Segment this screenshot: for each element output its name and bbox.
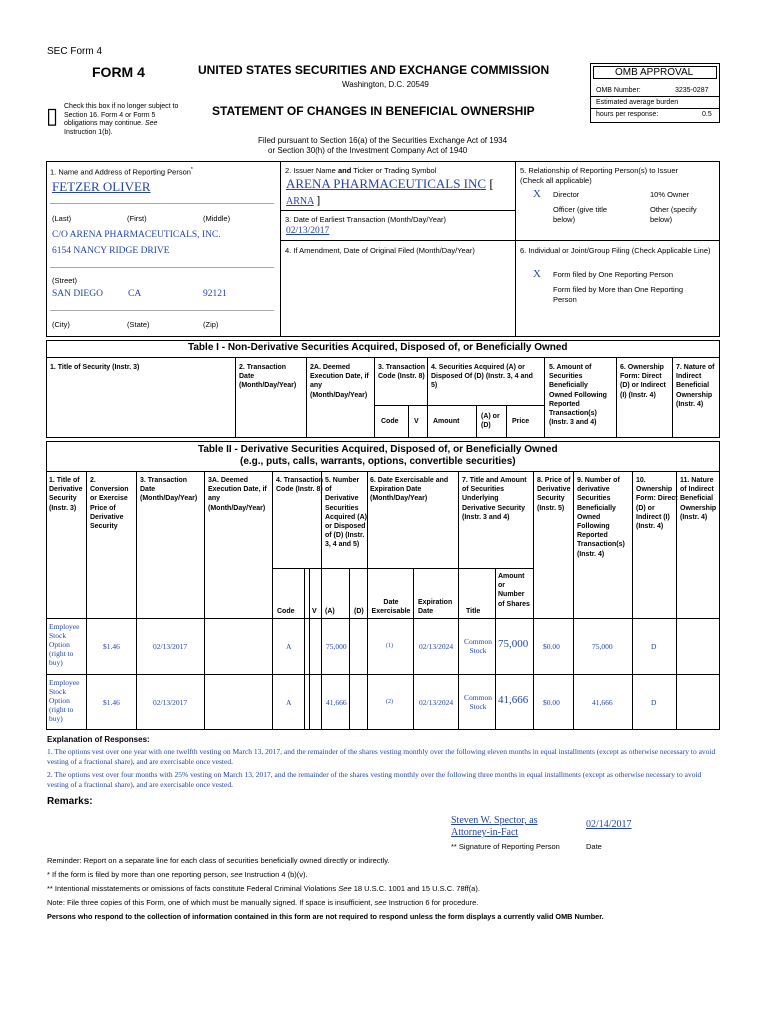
t2-sub-title: Title xyxy=(466,608,481,615)
t1-col7-header: 7. Nature of Indirect Beneficial Ownership (Instr. 4) xyxy=(676,364,715,408)
t2-sub-v: V xyxy=(312,608,317,615)
t2-col3a-header: 3A. Deemed Execution Date, if any (Month/Day/Year) xyxy=(208,477,267,512)
t2-row2-date-ex: (2) xyxy=(386,699,393,705)
signature-label: ** Signature of Reporting Person xyxy=(451,842,560,851)
t2-row1-owned: 75,000 xyxy=(592,642,613,651)
t2-col3-header: 3. Transaction Date (Month/Day/Year) xyxy=(140,477,198,503)
footer-star2-b: 18 U.S.C. 1001 and 15 U.S.C. 78ff(a). xyxy=(353,884,480,893)
one-person-checkmark[interactable]: X xyxy=(533,268,541,280)
t1-col5-header: 5. Amount of Securities Beneficially Owned Following Reported Transaction(s) (Instr. 3 and 4) xyxy=(549,364,607,427)
sec-form-label: SEC Form 4 xyxy=(47,46,103,57)
t2-col10-header: 10. Ownership Form: Direct (D) or Indirect (I) (Instr. 4) xyxy=(636,477,678,531)
t2-row1-code: A xyxy=(286,642,292,651)
t2-row1-und-amount: 75,000 xyxy=(498,638,529,650)
t1-col6-header: 6. Ownership Form: Direct (D) or Indirect (I) (Instr. 4) xyxy=(620,364,666,399)
t2-row1-deriv-price: $0.00 xyxy=(543,642,560,651)
t2-col8-header: 8. Price of Derivative Security (Instr. 5) xyxy=(537,477,571,512)
t2-col5-header: 5. Number of Derivative Securities Acquired (A) or Disposed of (D) (Instr. 3, 4 and 5) xyxy=(325,477,367,549)
t2-col4-header: 4. Transaction Code (Instr. 8) xyxy=(276,477,324,494)
ticker-bracket-close: ] xyxy=(316,193,321,207)
explanation-title: Explanation of Responses: xyxy=(47,735,150,744)
box2-label-and: and xyxy=(337,166,352,175)
t2-sub-code: Code xyxy=(277,608,295,615)
t2-row1-amount-a: 75,000 xyxy=(326,642,347,651)
other-label: Other (specify below) xyxy=(650,205,697,224)
last-label: (Last) xyxy=(52,214,72,223)
box1-label xyxy=(50,167,193,177)
checkbox-label-see: See xyxy=(144,120,158,127)
agency-location: Washington, D.C. 20549 xyxy=(342,80,429,89)
explanation-note-1: 1. The options vest over one year with one twelfth vesting on March 13, 2017, and the remainder of the shares vesting monthly over the following eleven months in equal installments (except as otherwise necessary to avoid vesting of a fractional share), and are exercisable once vested. xyxy=(47,747,716,766)
t2-row2-owned: 41,666 xyxy=(592,698,613,707)
director-checkmark[interactable]: X xyxy=(533,188,541,200)
t2-row2-price: $1.46 xyxy=(103,698,120,707)
t1-sub-amount: Amount xyxy=(433,418,460,425)
street-address-line: 6154 NANCY RIDGE DRIVE xyxy=(52,246,170,256)
footer-reminder: Reminder: Report on a separate line for each class of securities beneficially owned directly or indirectly. xyxy=(47,856,390,865)
t2-row2-form: D xyxy=(651,698,657,707)
footer-star1-b: Instruction 4 (b)(v). xyxy=(244,870,308,879)
t2-col7-header: 7. Title and Amount of Securities Underlying Derivative Security (Instr. 3 and 4) xyxy=(462,477,527,521)
box5-label: 5. Relationship of Reporting Person(s) to Issuer xyxy=(520,166,678,175)
more-person-label: Form filed by More than One Reporting Person xyxy=(553,285,684,304)
city-value: SAN DIEGO xyxy=(52,289,103,299)
company-address-line: C/O ARENA PHARMACEUTICALS, INC. xyxy=(52,230,221,240)
t2-row1-form: D xyxy=(651,642,657,651)
ten-pct-owner-label: 10% Owner xyxy=(650,190,690,199)
t1-sub-v: V xyxy=(414,418,419,425)
ticker-bracket-open: [ xyxy=(489,176,494,191)
t2-row1-und-title: Common Stock xyxy=(464,637,492,655)
omb-hours-value: 0.5 xyxy=(702,111,712,118)
t2-col9-header: 9. Number of derivative Securities Beneficially Owned Following Reported Transaction(s) (Instr. 4) xyxy=(577,477,625,558)
t2-row2-und-title: Common Stock xyxy=(464,693,492,711)
checkbox-label-text: Check this box if no longer subject to Section 16. Form 4 or Form 5 obligations may continue. xyxy=(64,103,179,127)
checkbox-label xyxy=(64,103,189,137)
remarks-title: Remarks: xyxy=(47,796,93,807)
agency-title: UNITED STATES SECURITIES AND EXCHANGE COMMISSION xyxy=(198,63,550,77)
t2-col1-header: 1. Title of Derivative Security (Instr. 3) xyxy=(49,477,83,512)
state-value: CA xyxy=(128,289,142,299)
t2-row1-date-ex: (1) xyxy=(386,643,393,649)
box2-label-a: 2. Issuer Name xyxy=(285,166,336,175)
director-label: Director xyxy=(553,190,580,199)
t1-sub-ad: (A) or (D) xyxy=(481,413,500,430)
footer-note-a: Note: File three copies of this Form, one of which must be manually signed. If space is insufficient, xyxy=(47,898,373,907)
footer-note xyxy=(47,898,478,907)
t2-row2-deriv-price: $0.00 xyxy=(543,698,560,707)
date-label: Date xyxy=(586,842,602,851)
omb-title: OMB APPROVAL xyxy=(615,67,694,78)
t2-row2-und-amount: 41,666 xyxy=(498,694,529,706)
signature-date[interactable]: 02/14/2017 xyxy=(586,819,632,830)
omb-number-value: 3235-0287 xyxy=(675,87,709,94)
city-label: (City) xyxy=(52,320,70,329)
explanation-note-2: 2. The options vest over four months with 25% vesting on March 13, 2017, and the remainder of the shares vesting monthly over the following three months in equal installments (except as otherwise necessary to avoid vesting of a fractional share), and are exercisable once vested. xyxy=(47,770,702,789)
t2-row1-price: $1.46 xyxy=(103,642,120,651)
issuer-name[interactable]: ARENA PHARMACEUTICALS INC xyxy=(286,176,487,191)
t2-sub-a: (A) xyxy=(325,608,335,615)
officer-label: Officer (give title below) xyxy=(553,205,608,224)
table1-title: Table I - Non-Derivative Securities Acquired, Disposed of, or Beneficially Owned xyxy=(188,342,568,353)
footer-star1-see: see xyxy=(230,870,243,879)
t2-col11-header: 11. Nature of Indirect Beneficial Ownership (Instr. 4) xyxy=(680,477,717,521)
checkbox-label-instr: Instruction 1(b). xyxy=(64,128,113,136)
omb-burden-label: Estimated average burden xyxy=(596,99,679,106)
t1-col4-header: 4. Securities Acquired (A) or Disposed Of (D) (Instr. 3, 4 and 5) xyxy=(431,364,533,390)
table2-title: Table II - Derivative Securities Acquired, Disposed of, or Beneficially Owned xyxy=(198,444,558,455)
middle-label: (Middle) xyxy=(203,214,231,223)
t2-col6-header: 6. Date Exercisable and Expiration Date (Month/Day/Year) xyxy=(370,477,449,503)
t2-row2-amount-a: 41,666 xyxy=(326,698,347,707)
t1-col1-header: 1. Title of Security (Instr. 3) xyxy=(50,364,140,371)
t2-row1-title: Employee Stock Option (right to buy) xyxy=(49,622,80,667)
signer-name[interactable]: Steven W. Spector, as Attorney-in-Fact xyxy=(451,815,538,838)
box5-sublabel: (Check all applicable) xyxy=(520,176,592,185)
state-label: (State) xyxy=(127,320,150,329)
first-label: (First) xyxy=(127,214,147,223)
one-person-label: Form filed by One Reporting Person xyxy=(553,270,674,279)
no-longer-subject-checkbox[interactable]: ▯ xyxy=(46,103,59,128)
omb-hours-label: hours per response: xyxy=(596,111,659,118)
t2-row2-code: A xyxy=(286,698,292,707)
t2-sub-d: (D) xyxy=(354,608,364,615)
earliest-transaction-date[interactable]: 02/13/2017 xyxy=(286,226,330,236)
zip-label: (Zip) xyxy=(203,320,219,329)
street-label: (Street) xyxy=(52,276,78,285)
footer-star1-a: * If the form is filed by more than one reporting person, xyxy=(47,870,229,879)
box2-label xyxy=(285,166,436,175)
ticker-line xyxy=(286,193,320,208)
t1-col2-header: 2. Transaction Date (Month/Day/Year) xyxy=(239,364,297,390)
zip-value: 92121 xyxy=(203,289,227,299)
t2-row1-exp: 02/13/2024 xyxy=(419,642,454,651)
issuer-name-line xyxy=(286,176,494,192)
filed-pursuant-line2: or Section 30(h) of the Investment Company Act of 1940 xyxy=(268,146,468,155)
ticker-symbol[interactable]: ARNA xyxy=(286,196,314,207)
filed-pursuant-line1: Filed pursuant to Section 16(a) of the Securities Exchange Act of 1934 xyxy=(258,136,508,145)
box2-label-b: Ticker or Trading Symbol xyxy=(353,166,437,175)
table2-subtitle: (e.g., puts, calls, warrants, options, convertible securities) xyxy=(240,456,516,467)
statement-title: STATEMENT OF CHANGES IN BENEFICIAL OWNERSHIP xyxy=(212,104,535,118)
t1-sub-price: Price xyxy=(512,418,530,425)
t1-sub-code: Code xyxy=(381,418,399,425)
box4-label: 4. If Amendment, Date of Original Filed (Month/Day/Year) xyxy=(285,246,475,255)
form-title: FORM 4 xyxy=(92,64,145,80)
box1-star: * xyxy=(190,167,193,173)
t2-row2-title: Employee Stock Option (right to buy) xyxy=(49,678,80,723)
omb-number-label: OMB Number: xyxy=(596,87,641,94)
footer-star2-a: ** Intentional misstatements or omissions of facts constitute Federal Criminal Violations xyxy=(47,884,337,893)
t2-col2-header: 2. Conversion or Exercise Price of Derivative Security xyxy=(90,477,129,531)
t2-row1-date: 02/13/2017 xyxy=(153,642,188,651)
t2-sub-amount: Amount or Number of Shares xyxy=(498,573,530,608)
box1-label-text: 1. Name and Address of Reporting Person xyxy=(50,167,191,177)
t2-sub-date-ex: Date Exercisable xyxy=(371,599,411,616)
t1-col3-header: 3. Transaction Code (Instr. 8) xyxy=(378,364,426,381)
t2-sub-exp: Expiration Date xyxy=(418,599,453,616)
t2-row2-date: 02/13/2017 xyxy=(153,698,188,707)
footer-note-see: see xyxy=(374,898,387,907)
t1-col2a-header: 2A. Deemed Execution Date, if any (Month/Day/Year) xyxy=(310,364,369,399)
footer-note-b: Instruction 6 for procedure. xyxy=(388,898,479,907)
reporting-person-name[interactable]: FETZER OLIVER xyxy=(52,179,151,194)
box6-label: 6. Individual or Joint/Group Filing (Check Applicable Line) xyxy=(520,246,711,255)
footer-persons-notice: Persons who respond to the collection of information contained in this form are not required to respond unless the form displays a currently valid OMB Number. xyxy=(47,912,604,921)
footer-star2 xyxy=(47,884,480,893)
footer-star2-see: See xyxy=(338,884,352,893)
footer-star1 xyxy=(47,870,308,879)
box3-label: 3. Date of Earliest Transaction (Month/Day/Year) xyxy=(285,215,447,224)
t2-row2-exp: 02/13/2024 xyxy=(419,698,454,707)
